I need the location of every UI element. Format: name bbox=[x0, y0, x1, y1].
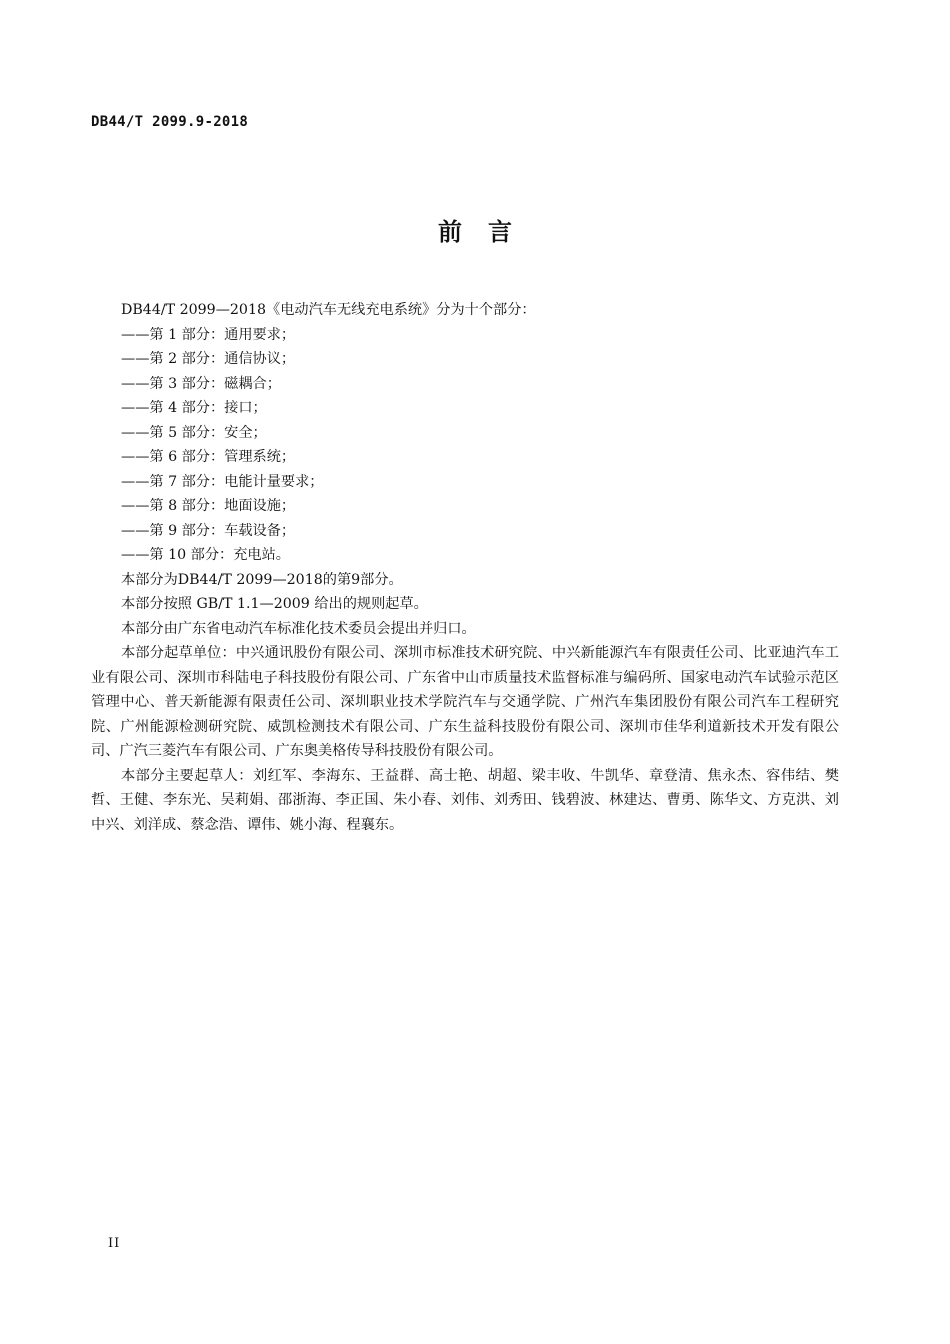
part-item: ——第 4 部分：接口； bbox=[121, 400, 267, 416]
page-number: II bbox=[108, 1236, 121, 1251]
drafting-units-paragraph: 本部分起草单位：中兴通讯股份有限公司、深圳市标准技术研究院、中兴新能源汽车有限责任公司、比亚迪汽车工业有限公司、深圳市科陆电子科技股份有限公司、广东省中山市质量技术监督标准与编码所、国家电动汽车试验示范区管理中心、普天新能源有限责任公司、深圳职业技术学院汽车与交通学院、广州汽车集团股份有限公司汽车工程研究院、广州能源检测研究院、威凯检测技术有限公司、广东生益科技股份有限公司、深圳市佳华利道新技术开发有限公司、广汽三菱汽车有限公司、广东奥美格传导科技股份有限公司。 bbox=[91, 645, 839, 759]
part-item: ——第 6 部分：管理系统； bbox=[121, 449, 296, 465]
part-item: ——第 10 部分：充电站。 bbox=[121, 547, 290, 563]
document-code: DB44/T 2099.9-2018 bbox=[91, 114, 249, 130]
document-body bbox=[91, 298, 839, 837]
statement-line: 本部分为DB44/T 2099—2018的第9部分。 bbox=[121, 571, 403, 588]
part-item: ——第 2 部分：通信协议； bbox=[121, 351, 296, 367]
page-title: 前言 bbox=[438, 218, 538, 246]
statement-line: 本部分按照 GB/T 1.1—2009 给出的规则起草。 bbox=[121, 596, 428, 612]
part-item: ——第 3 部分：磁耦合； bbox=[121, 375, 281, 392]
part-item: ——第 1 部分：通用要求； bbox=[121, 326, 296, 343]
drafters-paragraph: 本部分主要起草人：刘红军、李海东、王益群、高士艳、胡超、梁丰收、牛凯华、章登清、焦永杰、容伟结、樊哲、王健、李东光、吴莉娟、邵浙海、李正国、朱小春、刘伟、刘秀田、钱碧波、林建达、曹勇、陈华文、方克洪、刘中兴、刘洋成、蔡念浩、谭伟、姚小海、程襄东。 bbox=[91, 767, 839, 833]
part-item: ——第 7 部分：电能计量要求； bbox=[121, 473, 324, 490]
part-item: ——第 9 部分：车载设备； bbox=[121, 522, 296, 539]
intro-line: DB44/T 2099—2018《电动汽车无线充电系统》分为十个部分： bbox=[121, 302, 536, 318]
statement-line: 本部分由广东省电动汽车标准化技术委员会提出并归口。 bbox=[121, 620, 476, 637]
part-item: ——第 8 部分：地面设施； bbox=[121, 498, 296, 514]
part-item: ——第 5 部分：安全； bbox=[121, 424, 267, 441]
